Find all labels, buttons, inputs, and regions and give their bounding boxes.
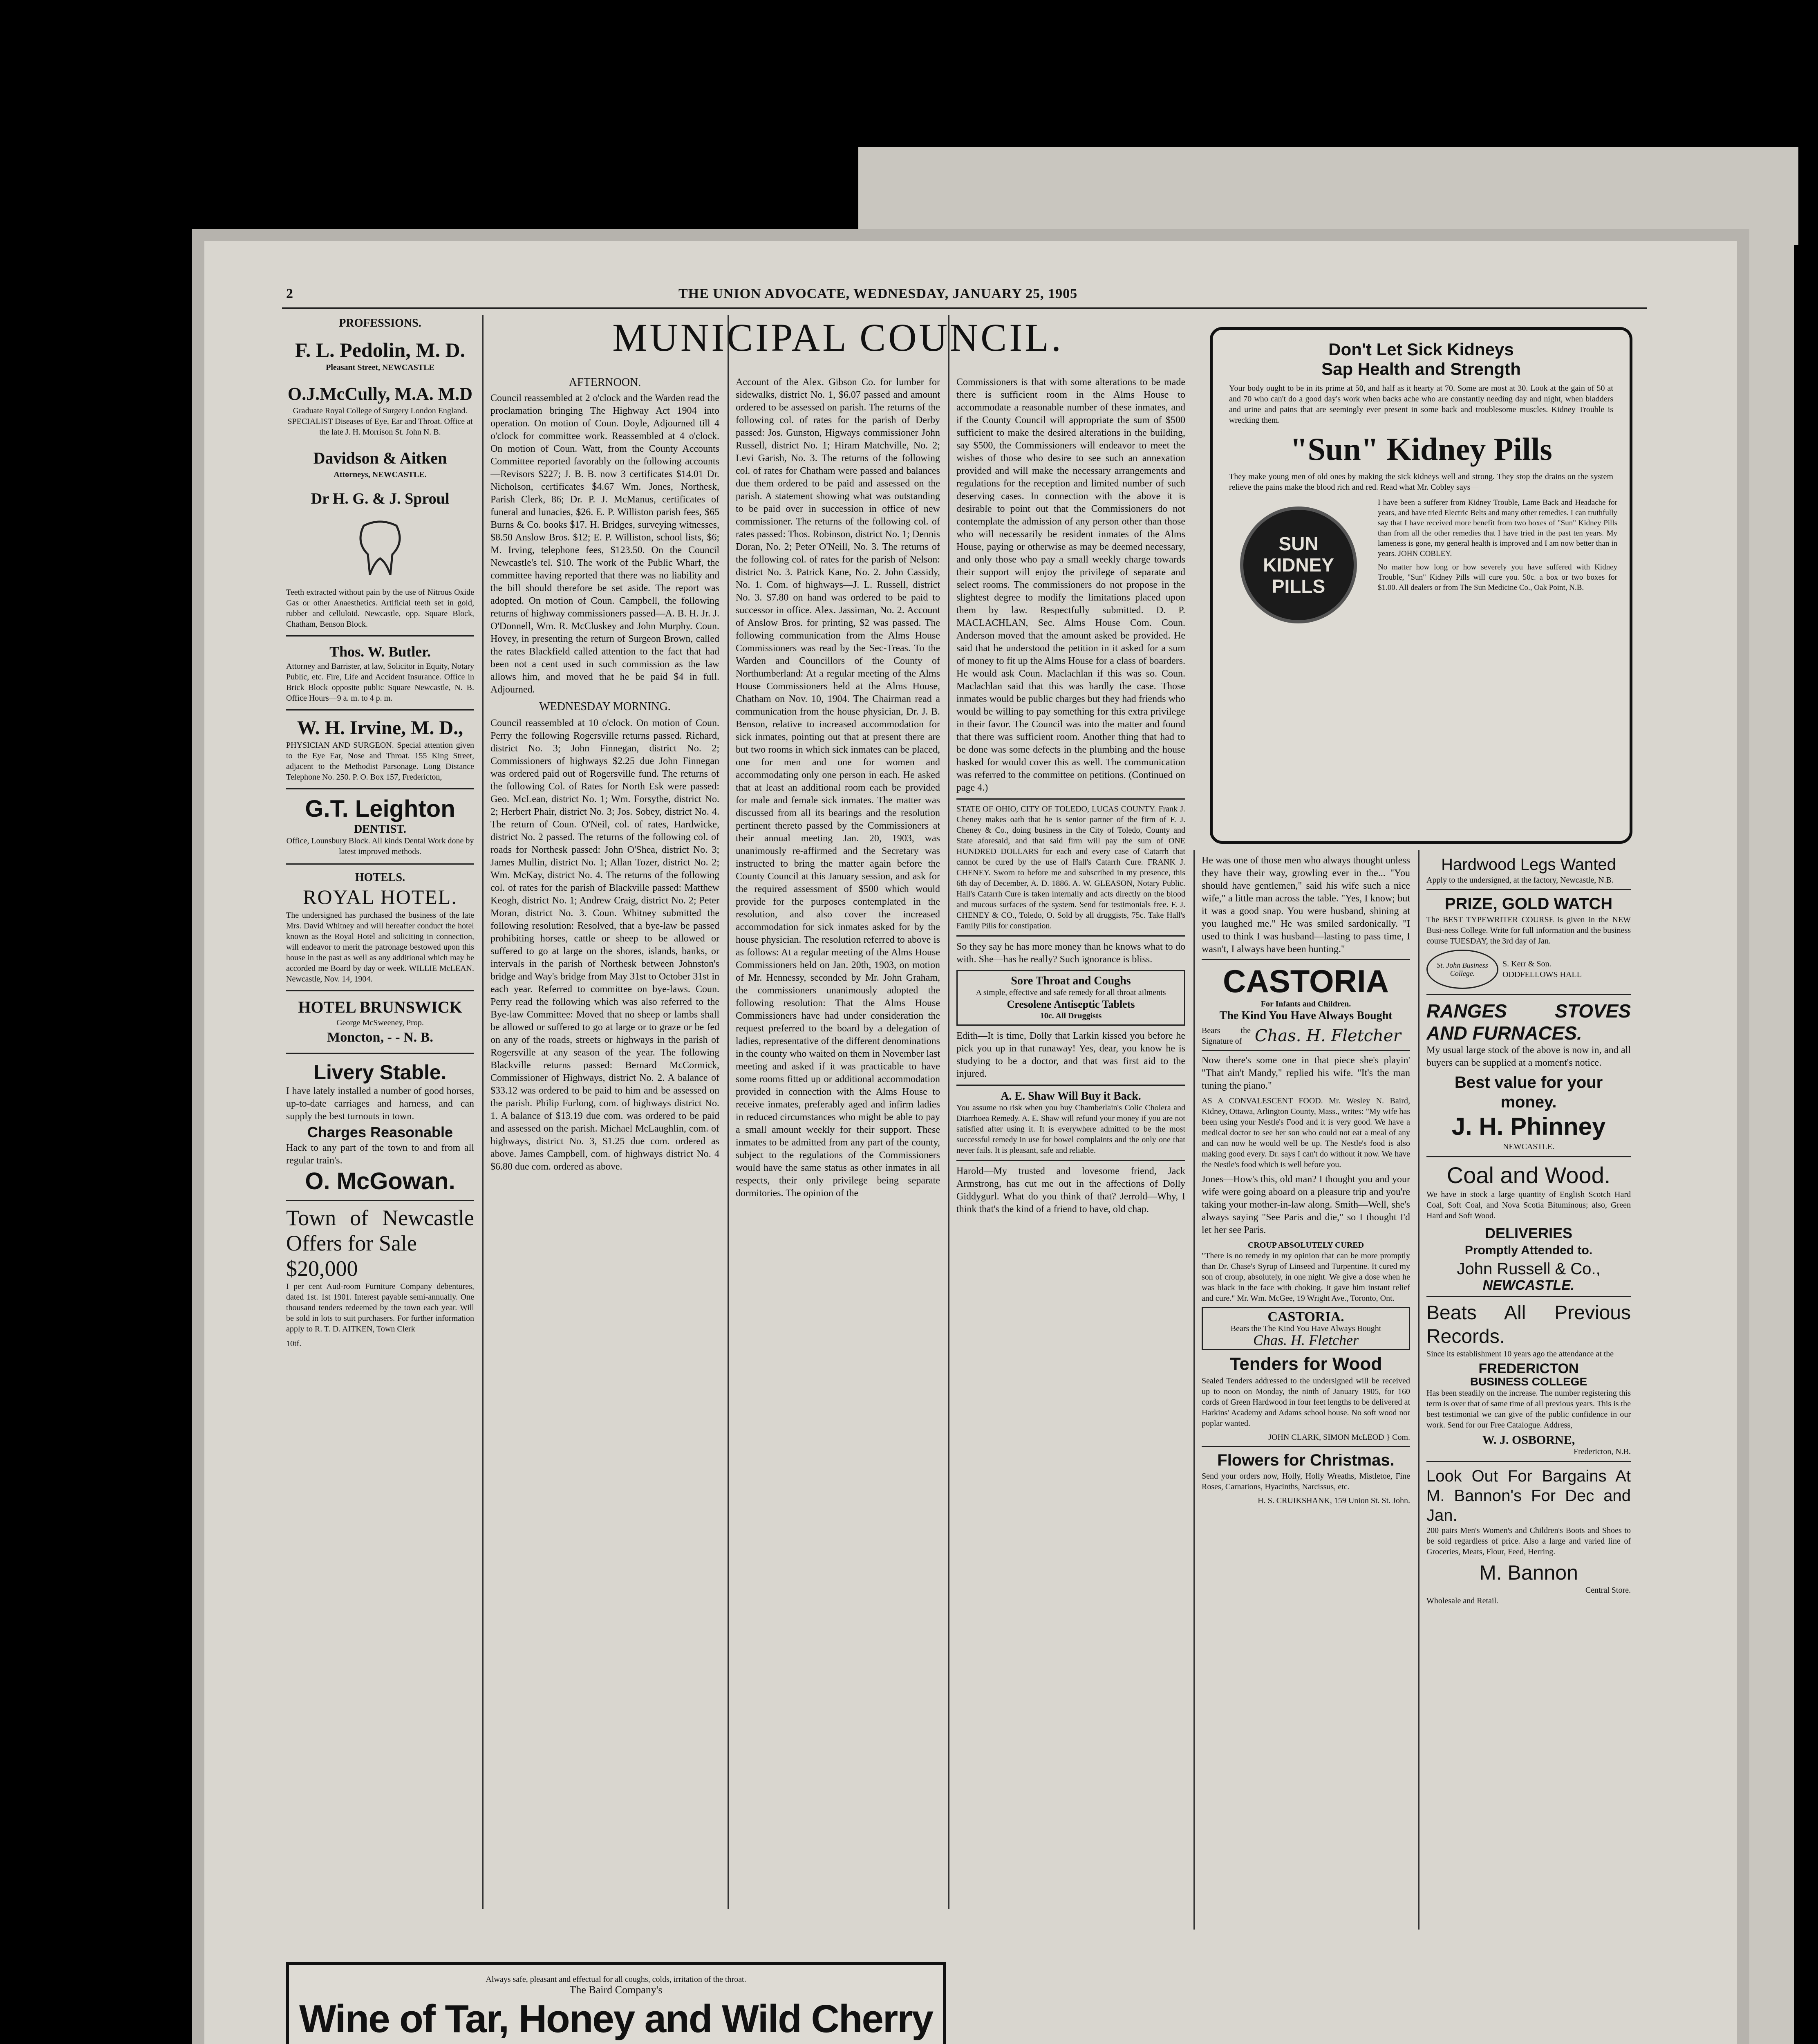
davidson-name: Davidson & Aitken xyxy=(313,449,447,467)
catarrh-text: STATE OF OHIO, CITY OF TOLEDO, LUCAS COUNTY. Frank J. Cheney makes oath that he is senior partner of the firm of F. J. Cheney & Co., doing business in the City of Toledo, County and State aforesaid, and that said firm will pay the sum of ONE HUNDRED DOLLARS for each and every case of Catarrh that cannot be cured by the use of Hall's Catarrh Cure. FRANK J. CHENEY. Sworn to before me and subscribed in my presence, this 6th day of December, A. D. 1886. A. W. GLEASON, Notary Public. Hall's Catarrh Cure is taken internally and acts directly on the blood and mucous surfaces of the system. Send for testimonials free. F. J. CHENEY & CO., Toledo, O. Sold by all druggists, 75c. Take Hall's Family Pills for constipation. xyxy=(956,805,1185,930)
sproul-name: Dr H. G. & J. Sproul xyxy=(311,490,450,507)
professions-title: PROFESSIONS. xyxy=(339,317,421,329)
castoria-small-ad: CASTORIA. Bears the The Kind You Have Always Bought Chas. H. Fletcher xyxy=(1202,1307,1410,1350)
bannon-name: M. Bannon xyxy=(1479,1561,1578,1584)
brunswick-owner: George McSweeney, Prop. xyxy=(336,1018,424,1027)
town-newcastle: Town of Newcastle Offers for Sale xyxy=(286,1206,474,1255)
coal-text: We have in stock a large quantity of English Scotch Hard Coal, Soft Coal, and Nova Scotia Bituminous; also, Green Hard and Soft Wood. xyxy=(1426,1190,1631,1220)
flowers-title: Flowers for Christmas. xyxy=(1217,1451,1395,1469)
column-divider xyxy=(948,315,949,1909)
osborne: W. J. OSBORNE, xyxy=(1482,1433,1575,1447)
kidney-testimonial-block: I have been a sufferer from Kidney Trouble, Lame Back and Headache for years, and have tried Electric Belts and many other remedies. I can truthfully say that I have received more benefit from two boxes of "Sun" Kidney Pills than from all the other remedies that I have tried in the past ten years. My lameness is gone, my general health is improved and I am now better than in years. JOHN COBLEY. No matter how long or how severely you have suffered with Kidney Trouble, "Sun" Kidney Pills will cure you. 50c. a box or two boxes for $1.00. All dealers or from The Sun Medicine Co., Oak Point, N.B. xyxy=(1378,498,1617,592)
masthead: THE UNION ADVOCATE, WEDNESDAY, JANUARY 25, 1905 xyxy=(678,286,1078,301)
hardwood-title: Hardwood Legs Wanted xyxy=(1441,856,1616,874)
lookout-title: Look Out For Bargains At M. Bannon's For Dec and Jan. xyxy=(1426,1467,1631,1524)
college-row xyxy=(1426,950,1631,989)
joke2-text: Edith—It is time, Dolly that Larkin kissed you before he pick you up in that runaway! Yes, dear, you know he is studying to be a doctor, and that was first aid to the injured. xyxy=(956,1031,1185,1079)
davidson-text: Attorneys, NEWCASTLE. xyxy=(334,470,427,479)
livery-stable: Livery Stable. xyxy=(313,1061,447,1084)
ranges-title: RANGES STOVES AND FURNACES. xyxy=(1426,1000,1631,1044)
russell-name: John Russell & Co., xyxy=(1457,1260,1601,1278)
prize-title: PRIZE, GOLD WATCH xyxy=(1444,895,1613,913)
croup-text: "There is no remedy in my opinion that can be more promptly than Dr. Chase's Syrup of Linseed and Turpentine. It cured my son of croup, absolutely, in one night. We give a dose when he was black in the face with choking. It gave him instant relief and cure." Mr. Wm. McGee, 19 Wright Ave., Toronto, Ont. xyxy=(1202,1251,1410,1303)
charges-text: Hack to any part of the town to and from all regular train's. xyxy=(286,1143,474,1166)
castoria-title: CASTORIA xyxy=(1223,963,1389,999)
sun-kidney-pills: "Sun" Kidney Pills xyxy=(1290,431,1552,467)
castoria-tag: The Kind You Have Always Bought xyxy=(1219,1009,1393,1022)
town-text: I per cent Aud-room Furniture Company debentures, dated 1st. 1st 1901. Interest payable semi-annually. One thousand tenders redeemed by the town each year. Will be sold in lots to suit purchasers. For further information apply to R. T. D. AITKEN, Town Clerk xyxy=(286,1282,474,1334)
column-divider xyxy=(482,315,484,1909)
pedolin-address: Pleasant Street, NEWCASTLE xyxy=(326,363,434,372)
leighton-name: G.T. Leighton xyxy=(305,796,455,822)
russell-place: NEWCASTLE. xyxy=(1482,1278,1575,1293)
fredericton-text: Has been steadily on the increase. The number registering this term is over that of same time of all previous years. This is the best testimonial we can give of the public confidence in our work. Send for our Free Catalogue. Address, xyxy=(1426,1389,1631,1430)
irvine-text: PHYSICIAN AND SURGEON. Special attention given to the Eye Ear, Nose and Throat. 155 King Street, adjacent to the Methodist Parsonage. Long Distance Telephone No. 250. P. O. Box 157, Fredericton, xyxy=(286,741,474,782)
council-text-1: Council reassembled at 2 o'clock and the Warden read the proclamation bringing The Highway Act 1904 into operation. On motion of Coun. Doyle, Adjourned till 4 o'clock for committee work. Reassembled at 4 o'clock. On motion of Coun. Watt, from the County Accounts Committee reported favorably on the following accounts—Revisors $227; J. B. B. now 3 certificates $14.01 Dr. Nicholson, certificates $4.67 Wm. Jones, Northesk, Parish Clerk, 86; Dr. P. J. McManus, certificates of funeral and lunacies, $26. E. P. Williston parish fees, $65 Burns & Co. books $17. H. Bridges, surveying witnesses, $8.50 Anslow Bros. $12; E. P. Williston, school lists, $6; M. Irving, telephone fees, $123.50. On the Council Newcastle's tel. $10. The work of the Public Wharf, the committee having reported that there was no liability and the bill should therefore be set aside. The report was adopted. On motion of Coun. Campbell, the following returns of highway commissioners passed—A. B. H. Jr. J. O'Donnell, Wm. R. McCluskey and John Murphy. Coun. Hovey, in presenting the return of Surgeon Brown, called the rates Blackfield called attention to the fact that had been not a cent used in such commission as the law allows him, and moved that he be paid $4 in full. Adjourned. xyxy=(490,393,719,695)
tooth-illustration xyxy=(286,509,474,587)
phinney-name: J. H. Phinney xyxy=(1451,1113,1606,1140)
hardwood-text: Apply to the undersigned, at the factory, Newcastle, N.B. xyxy=(1426,876,1614,885)
council-column-2 xyxy=(736,376,940,1889)
town-amount: $20,000 xyxy=(286,1256,358,1281)
bannon-text: 200 pairs Men's Women's and Children's Boots and Shoes to be sold regardless of price. Also a large and varied line of Groceries, Meats, Flour, Feed, Herring. xyxy=(1426,1526,1631,1556)
town-ref: 10tf. xyxy=(286,1339,302,1348)
kerr-place: ODDFELLOWS HALL xyxy=(1502,970,1582,979)
wine-top-text: Always safe, pleasant and effectual for all coughs, colds, irritation of the throat. xyxy=(486,1975,746,1984)
kidney-headline-2: Sap Health and Strength xyxy=(1321,359,1521,379)
council-column-3 xyxy=(956,376,1185,1930)
bannon-retail: Wholesale and Retail. xyxy=(1426,1596,1499,1605)
shaw-title: A. E. Shaw Will Buy it Back. xyxy=(1001,1090,1141,1103)
college-badge-icon: St. John Business College. xyxy=(1426,950,1498,989)
wednesday-heading: WEDNESDAY MORNING. xyxy=(539,700,671,713)
hotel-brunswick: HOTEL BRUNSWICK xyxy=(298,998,462,1016)
sore-throat-text: A simple, effective and safe remedy for all throat ailments xyxy=(976,988,1166,997)
cresolene-text: 10c. All Druggists xyxy=(1040,1011,1102,1020)
kidney-intro: Your body ought to be in its prime at 50, and half as it hearty at 70. Some are most at 30. Look at the gain of 50 at and 70 who can't do a good day's work when backs ache who are constantly needing day and night, when bladders and urine and pains that are seemingly ever present in some back and troublesome muscles. Kidney Trouble is wrecking them. xyxy=(1229,384,1613,425)
kidney-headline-1: Don't Let Sick Kidneys xyxy=(1328,340,1514,359)
fredericton: FREDERICTON xyxy=(1478,1361,1579,1376)
flowers-text: Send your orders now, Holly, Holly Wreaths, Mistletoe, Fine Roses, Carnations, Hyacinths, Narcissus, etc. xyxy=(1202,1472,1410,1491)
mccully-text: Graduate Royal College of Surgery London England. SPECIALIST Diseases of Eye, Ear and Throat. Office at the late J. H. Morrison St. John N. B. xyxy=(287,406,473,437)
flowers-signature: H. S. CRUIKSHANK, 159 Union St. St. John. xyxy=(1258,1496,1410,1505)
jones-text: Jones—How's this, old man? I thought you and your wife were going aboard on a pleasure trip and you're taking your mother-in-law along. Smith—Well, she's always saying "See Paris and die," so I thought I'd let her see Paris. xyxy=(1202,1174,1410,1235)
joke-text: So they say he has more money than he knows what to do with. She—has he really? Such ignorance is bliss. xyxy=(956,941,1185,965)
kidney-body: They make young men of old ones by making the sick kidneys well and strong. They stop the drains on the system relieve the pains make the blood rich and red. Read what Mr. Cobley says— xyxy=(1229,472,1613,492)
column-divider xyxy=(1418,850,1419,1930)
leighton-title: DENTIST. xyxy=(354,823,406,836)
council-column-1 xyxy=(490,376,719,1889)
coal-title: Coal and Wood. xyxy=(1446,1162,1611,1188)
cresolene-title: Cresolene Antiseptic Tablets xyxy=(1007,998,1135,1010)
fredericton-2: BUSINESS COLLEGE xyxy=(1470,1375,1587,1388)
column-divider xyxy=(1193,850,1195,1930)
tenders-signature: JOHN CLARK, SIMON McLEOD } Com. xyxy=(1268,1433,1410,1442)
deliveries: DELIVERIES xyxy=(1484,1225,1573,1242)
masthead-rule xyxy=(282,307,1647,309)
best-value: Best value for your money. xyxy=(1454,1074,1603,1111)
page-number: 2 xyxy=(286,286,293,301)
shaw-text: You assume no risk when you buy Chamberlain's Colic Cholera and Diarrhoea Remedy. A. E. Shaw will refund your money if you are not satisfied after using it. It is everywhere admitted to be the most successful remedy in use for bowel complaints and the only one that never fails. It is pleasant, safe and reliable. xyxy=(956,1103,1185,1155)
cresolene-ad xyxy=(956,970,1185,1026)
mccully-name: O.J.McCully, M.A. M.D xyxy=(287,384,473,404)
irvine-name: W. H. Irvine, M. D., xyxy=(297,717,463,739)
council-text-4: Commissioners is that with some alterations to be made there is sufficient room in the Alms House to accommodate a reasonable number of these inmates, and if the County Council will appropriate the sum of $500 sufficient to make the desired alterations in the building, say $500, the Commissioners will endeavor to meet the wishes of those who desire to see such an annexation provided and will make the necessary arrangements and regulations for the reception and limited number of such deserving cases. In connection with the above it is desirable to point out that the Commissioners do not contemplate the admission of any person other than those who will necessarily be resident inmates of the Alms House, paying or otherwise as may be deemed necessary, and only those who pay a small weekly charge towards their support will enjoy the privilege of separate and select rooms. The commissioners do not propose in the slightest degree to modify the limitations placed upon them by law. Respectfully submitted. D. P. MACLACHLAN, Sec. Alms House Com. Coun. Anderson moved that the amount asked be provided. He said that he understood the petition in it asked for a sum of money to fit up the Alms House for a class of boarders. He would ask Coun. Maclachlan if this was so. Coun. Maclachlan said that this was hardly the case. Those inmates would be public charges but they had friends who would be willing to pay something for this extra privilege in their favor. The Council was into the matter and found that there was sufficient room. Another thing that had to be done was some defects in the plumbing and the house hasked for would cover this as well. The communication was referred to the committee on petitions. (Continued on page 4.) xyxy=(956,377,1185,793)
sproul-text: Teeth extracted without pain by the use of Nitrous Oxide Gas or other Anaesthetics. Artificial teeth set in gold, rubber and celluloid. Newcastle, opp. Square Block, Chatham, Benson Block. xyxy=(286,588,474,629)
butler-text: Attorney and Barrister, at law, Solicitor in Equity, Notary Public, etc. Fire, Life and Accident Insurance. Office in Brick Block opposite public Square Newcastle, N. B. Office Hours—9 a. m. to 4 p. m. xyxy=(286,662,474,703)
croup-title: CROUP ABSOLUTELY CURED xyxy=(1247,1241,1364,1250)
dialog-text: He was one of those men who always thought unless they have their way, growling ever in the... "You should have gentlemen," said his wife such a nice wife," a little man across the table. "Yes, I know; but it was a good snap. You were husband, shining at you laughed me." He was smiled sardonically. "I used to think I was husband—lasting to pass time, I wasn't, I always have been hunting." xyxy=(1202,855,1410,955)
kidney-pills-ad xyxy=(1210,327,1632,844)
beats-text: Since its establishment 10 years ago the attendance at the xyxy=(1426,1349,1614,1358)
tenders-text: Sealed Tenders addressed to the undersigned will be received up to noon on Monday, the ninth of January 1905, for 160 cords of Green Hardwood in four feet lengths to be delivered at Harkins' Academy and Adams school house. No soft wood nor poplar wanted. xyxy=(1202,1376,1410,1428)
leighton-text: Office, Lounsbury Block. All kinds Dental Work done by latest improved methods. xyxy=(286,836,474,856)
castoria-sub: For Infants and Children. xyxy=(1261,1000,1351,1009)
prize-text: The BEST TYPEWRITER COURSE is given in the NEW Busi-ness College. Write for full information and the business course TUESDAY, the 3rd day of Jan. xyxy=(1426,915,1631,946)
wine-title: Wine of Tar, Honey and Wild Cherry xyxy=(299,1997,933,2041)
mcgowan: O. McGowan. xyxy=(305,1168,455,1195)
council-text-2: Council reassembled at 10 o'clock. On motion of Coun. Perry the following Rogersville returns passed. Richard, district No. 3; John Finnegan, district No. 2; Commissioners of highways $2.25 due John Finnegan was ordered paid out of Rogersville fund. The returns of the following Col. of Rates for North Esk were passed: Geo. McLean, district No. 1; Wm. Forsythe, district No. 2; Herbert Phair, district No. 3; Jos. Sobey, district No. 4. The return of Coun. O'Neil, col. of rates, Hardwicke, district No. 2 passed. The returns of the following col. of roads for Northesk passed: John O'Shea, district No. 3; James Mullin, district No. 1; Allan Tozer, district No. 2; Wm. McKay, district No. 4. The returns of the following col. of rates for the parish of Blackville passed: Matthew Keogh, district No. 1; Andrew Craig, district No. 2; Peter Moran, district No. 3. Coun. Whitney submitted the following resolution: Resolved, that a bye-law be passed prohibiting horses, cattle or sheep to be allowed or suffered to go at large on the shores, islands, banks, or intervals in the parish of Northesk between Johnston's bridge and Way's bridge from May 31st to October 31st in each year. Referred to committee on bye-laws. Coun. Perry read the following which was also referred to the Bye-law Committee: Moved that no sheep or lambs shall be allowed or suffered to go at large or to graze or be fed on any of the roads, streets or highways in the parish of Rogersville at any season of the year. The following Blackville returns passed: Bernard McCormick, Commissioner of Highways, district No. 2. A balance of $33.12 was ordered to be paid to him and be assessed on the parish. Philip Furlong, com. of highways district No. 1. A balance of $13.19 due com. was ordered to be paid and assessed on the parish. Michael McLaughlin, com. of highways, district No. 3, $1.25 due com. ordered as above. James Campbell, com. of highways district No. 4 $6.80 due com. ordered as above. xyxy=(490,718,719,1172)
kerr-name: S. Kerr & Son. xyxy=(1502,959,1552,968)
royal-hotel-text: The undersigned has purchased the business of the late Mrs. David Whitney and will hereafter conduct the hotel known as the Royal Hotel and soliciting in connection, will endeavor to merit the patronage bestowed upon this house in the past as well as any additional which may be accorded me Board by day or week. WILLIE McLEAN. Newcastle, Nov. 14, 1904. xyxy=(286,911,474,984)
pedolin-name: F. L. Pedolin, M. D. xyxy=(295,338,466,361)
wine-of-tar-ad xyxy=(286,1962,946,2044)
sore-throat-title: Sore Throat and Coughs xyxy=(1011,975,1131,987)
ranges-text: My usual large stock of the above is now in, and all buyers can be supplied at a moment's notice. xyxy=(1426,1045,1631,1068)
castoria-signature-row: Bears the Signature of Chas. H. Fletcher xyxy=(1202,1026,1401,1046)
livery-text: I have lately installed a number of good horses, up-to-date carriages and harness, and can supply the best turnouts in town. xyxy=(286,1086,474,1122)
hotels-title: HOTELS. xyxy=(355,871,405,884)
afternoon-heading: AFTERNOON. xyxy=(569,376,641,389)
fletcher-signature: Chas. H. Fletcher xyxy=(1255,1026,1401,1045)
pill-tin-image xyxy=(1225,498,1372,632)
royal-hotel: ROYAL HOTEL. xyxy=(303,885,457,908)
charges-reasonable: Charges Reasonable xyxy=(307,1124,453,1141)
right-column-b xyxy=(1426,854,1631,1934)
osborne-place: Fredericton, N.B. xyxy=(1574,1447,1631,1456)
council-text-3: Account of the Alex. Gibson Co. for lumber for sidewalks, district No. 1, $6.07 passed and amount ordered to be assessed on parish. The returns of the following col. of rates for the parish of Derby passed: Jos. Gunston, Higways commissioner John Russell, district No. 1; Hiram Matchville, No. 2; Levi Garish, No. 3. The returns of the following col. of rates for Chatham were passed and balances due them ordered to be paid and assessed on the parish. A statement showing what was outstanding to be paid over in succession in office of new commissioner. The returns of the following col. of rates passed: Thos. Robinson, district No. 1; Dennis Doran, No. 2; Peter O'Neill, No. 3. The returns of the following col. of rates for the parish of Nelson: district No. 3. Patrick Kane, No. 2. John Cassidy, No. 1. Com. of highways—J. L. Russell, district No. 3. $7.80 on hand was ordered to be paid to successor in office. Alex. Jassiman, No. 2. Account of Anslow Bros. for printing, $2 was passed. The following communication from the Alms House Commissioners was read by the Sec-Treas. To the Warden and Councillors of the County of Northumberland: At a regular meeting of the Alms House Commissioners held at the Alms House, Chatham on Nov. 10, 1904. The Chairman read a communication from the house physician, Dr. J. B. Benson, relative to increased accommodation for sick inmates, pointing out that at present there are but two rooms in which sick inmates can be placed, one for men and one for women and accommodating only one person in each. He asked that at least an additional room each be provided for male and female sick inmates. The matter was discussed from all its bearings and the resolution pertinent thereto passed by the Commissioners at their annual meeting Jan. 20, 1903, was unanimously re-affirmed and the Secretary was instructed to bring the matter again before the County Council at this January session, and ask for the required assessment of $500 which would provide for the purposes contemplated in the resolution, and also cover the increased accommodation for sick inmates asked for by the house physician. The resolution referred to above is as follows: At a regular meeting of the Alms House Commissioners held on Jan. 20th, 1903, on motion of Mr. Hennessy, seconded by Mr. John Graham, the commissioners unanimously adopted the following resolution: That the Alms House Commissioners have had under consideration the request preferred to the board by a delegation of ladies, representative of the different denominations in the county who waited on them in November last meeting and asked if it was practicable to have some rooms fitted up or additional accommodation provided in connection with the Alms House to receive inmates, preferably aged and infirm ladies in reduced circumstances who might be able to pay a small amount weekly for their support. These inmates to be admitted from any part of the county, subject to the regulations of the Commissioners would have the same status as other inmates in all respects, their only privilege being separate dormitories. The opinion of the xyxy=(736,377,940,1199)
deliveries-2: Promptly Attended to. xyxy=(1464,1244,1593,1257)
professions-column xyxy=(286,317,474,1911)
bannon-place: Central Store. xyxy=(1585,1586,1631,1595)
wine-company: The Baird Company's xyxy=(569,1984,663,1996)
beats-title: Beats All Previous Records. xyxy=(1426,1302,1631,1347)
butler-name: Thos. W. Butler. xyxy=(329,643,431,660)
pill-tin-icon: SUN KIDNEY PILLS xyxy=(1240,507,1357,623)
right-column-a xyxy=(1202,854,1410,1934)
column-divider xyxy=(728,315,729,1909)
convalescent-text: AS A CONVALESCENT FOOD. Mr. Wesley N. Baird, Kidney, Ottawa, Arlington County, Mass., writes: "My wife has been using your Nestle's Food and it is very good. We have a medical doctor to see her son who could not eat a meal of any and can now he would well be up. The Nestle's food is also making good every. Dr. says I can't do without it now. We have the Nestle's food which is well before you. xyxy=(1202,1096,1410,1169)
joke3-text: Harold—My trusted and lovesome friend, Jack Armstrong, has cut me out in the affections of Dolly Giddygurl. What do you think of that? Jerrold—Why, I think that's the kind of a friend to have, old chap. xyxy=(956,1166,1185,1215)
municipal-council-title: MUNICIPAL COUNCIL. xyxy=(612,316,1063,359)
piano-text: Now there's some one in that piece she's playin' "That ain't Mandy," replied his wife. "It's the man tuning the piano." xyxy=(1202,1055,1410,1091)
brunswick-place: Moncton, - - N. B. xyxy=(327,1030,433,1045)
tooth-icon xyxy=(352,518,409,579)
phinney-place: NEWCASTLE. xyxy=(1502,1142,1555,1151)
tenders-title: Tenders for Wood xyxy=(1229,1354,1382,1374)
